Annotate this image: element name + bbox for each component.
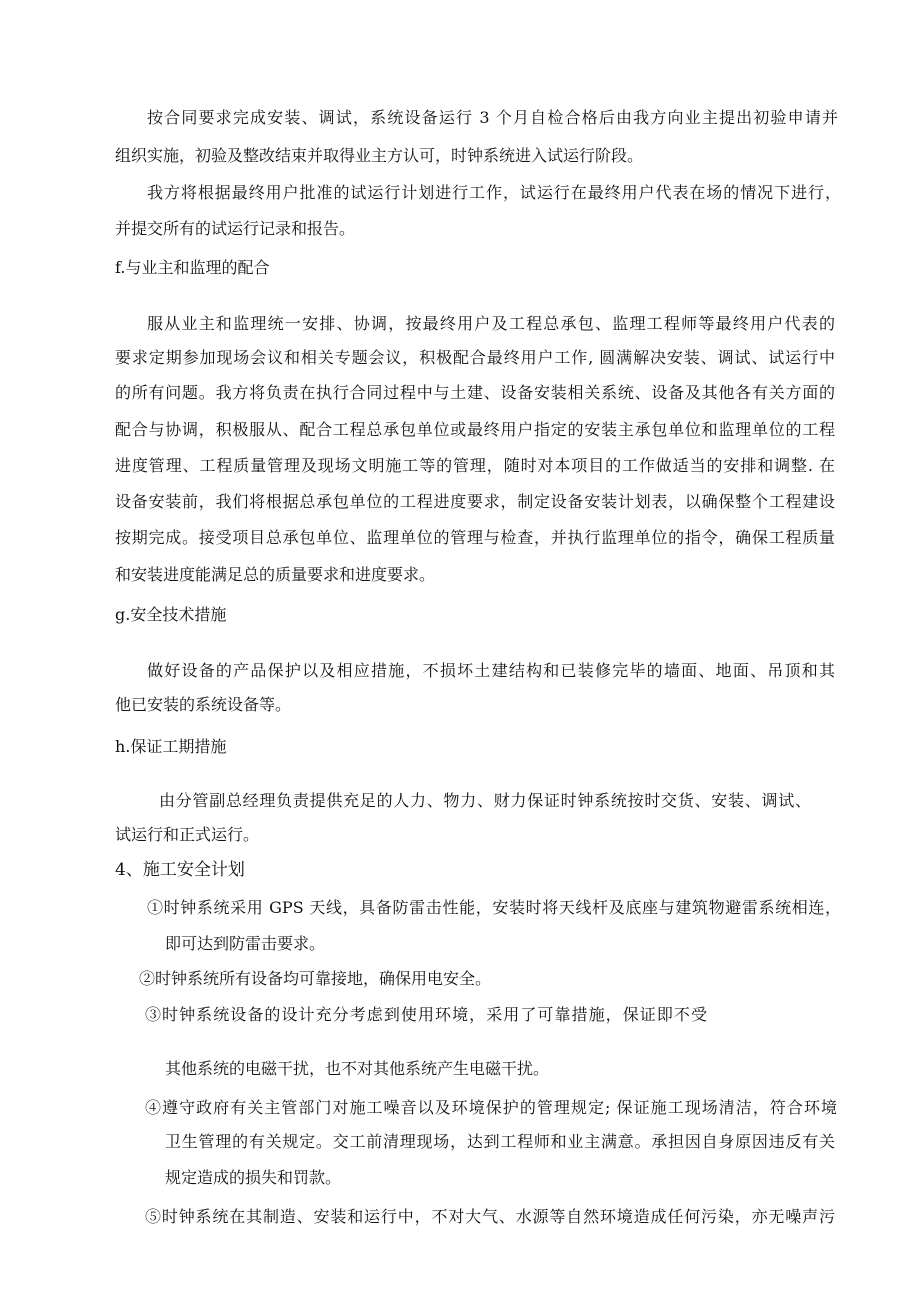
text-line: 要求定期参加现场会议和相关专题会议，积极配合最终用户工作, 圆满解决安装、调试、试运行中 [115, 348, 835, 367]
list-item-line: 卫生管理的有关规定。交工前清理现场，达到工程师和业主满意。承担因自身原因违反有关 [165, 1132, 835, 1151]
text-line: 进度管理、工程质量管理及现场文明施工等的管理，随时对本项目的工作做适当的安排和调整. 在 [115, 456, 835, 475]
list-item-line: 即可达到防雷击要求。 [165, 934, 326, 953]
text-line: 按期完成。接受项目总承包单位、监理单位的管理与检查，并执行监理单位的指令，确保工程质量 [115, 528, 835, 547]
text-line: 服从业主和监理统一安排、协调，按最终用户及工程总承包、监理工程师等最终用户代表的 [147, 314, 835, 333]
text-line: 试运行和正式运行。 [115, 825, 260, 844]
text-line: 组织实施，初验及整改结束并取得业主方认可，时钟系统进入试运行阶段。 [115, 146, 644, 165]
section-title: 4、施工安全计划 [115, 860, 245, 880]
sub-heading: g.安全技术措施 [115, 605, 227, 624]
list-item-line: 其他系统的电磁干扰，也不对其他系统产生电磁干扰。 [165, 1059, 550, 1078]
text-line: 设备安装前，我们将根据总承包单位的工程进度要求，制定设备安装计划表，以确保整个工程建设 [115, 492, 835, 511]
sub-heading: f.与业主和监理的配合 [115, 258, 270, 277]
list-item-line: ①时钟系统采用 GPS 天线，具备防雷击性能，安装时将天线杆及底座与建筑物避雷系统相连， [147, 898, 841, 917]
sub-heading: h.保证工期措施 [115, 737, 227, 756]
text-line: 并提交所有的试运行记录和报告。 [115, 219, 356, 238]
text-line: 和安装进度能满足总的质量要求和进度要求。 [115, 565, 436, 584]
list-item-line: ③时钟系统设备的设计充分考虑到使用环境，采用了可靠措施，保证即不受 [145, 1005, 707, 1024]
list-item-line: ④遵守政府有关主管部门对施工噪音以及环境保护的管理规定; 保证施工现场清洁，符合环境 [145, 1098, 837, 1117]
list-item-line: 规定造成的损失和罚款。 [165, 1168, 342, 1187]
text-line: 他已安装的系统设备等。 [115, 695, 292, 714]
text-line: 的所有问题。我方将负责在执行合同过程中与土建、设备安装相关系统、设备及其他各有关方面的 [115, 383, 835, 402]
text-line: 由分管副总经理负责提供充足的人力、物力、财力保证时钟系统按时交货、安装、调试、 [159, 791, 811, 810]
list-item-line: ②时钟系统所有设备均可靠接地，确保用电安全。 [139, 969, 492, 988]
text-line: 按合同要求完成安装、调试，系统设备运行 3 个月自检合格后由我方向业主提出初验申请并 [147, 108, 838, 127]
list-item-line: ⑤时钟系统在其制造、安装和运行中，不对大气、水源等自然环境造成任何污染，亦无噪声污 [145, 1207, 835, 1226]
text-line: 配合与协调，积极服从、配合工程总承包单位或最终用户指定的安装主承包单位和监理单位的工程 [115, 420, 835, 439]
text-line: 做好设备的产品保护以及相应措施，不损坏土建结构和已装修完毕的墙面、地面、吊顶和其 [147, 661, 835, 680]
text-line: 我方将根据最终用户批准的试运行计划进行工作，试运行在最终用户代表在场的情况下进行， [147, 183, 841, 202]
